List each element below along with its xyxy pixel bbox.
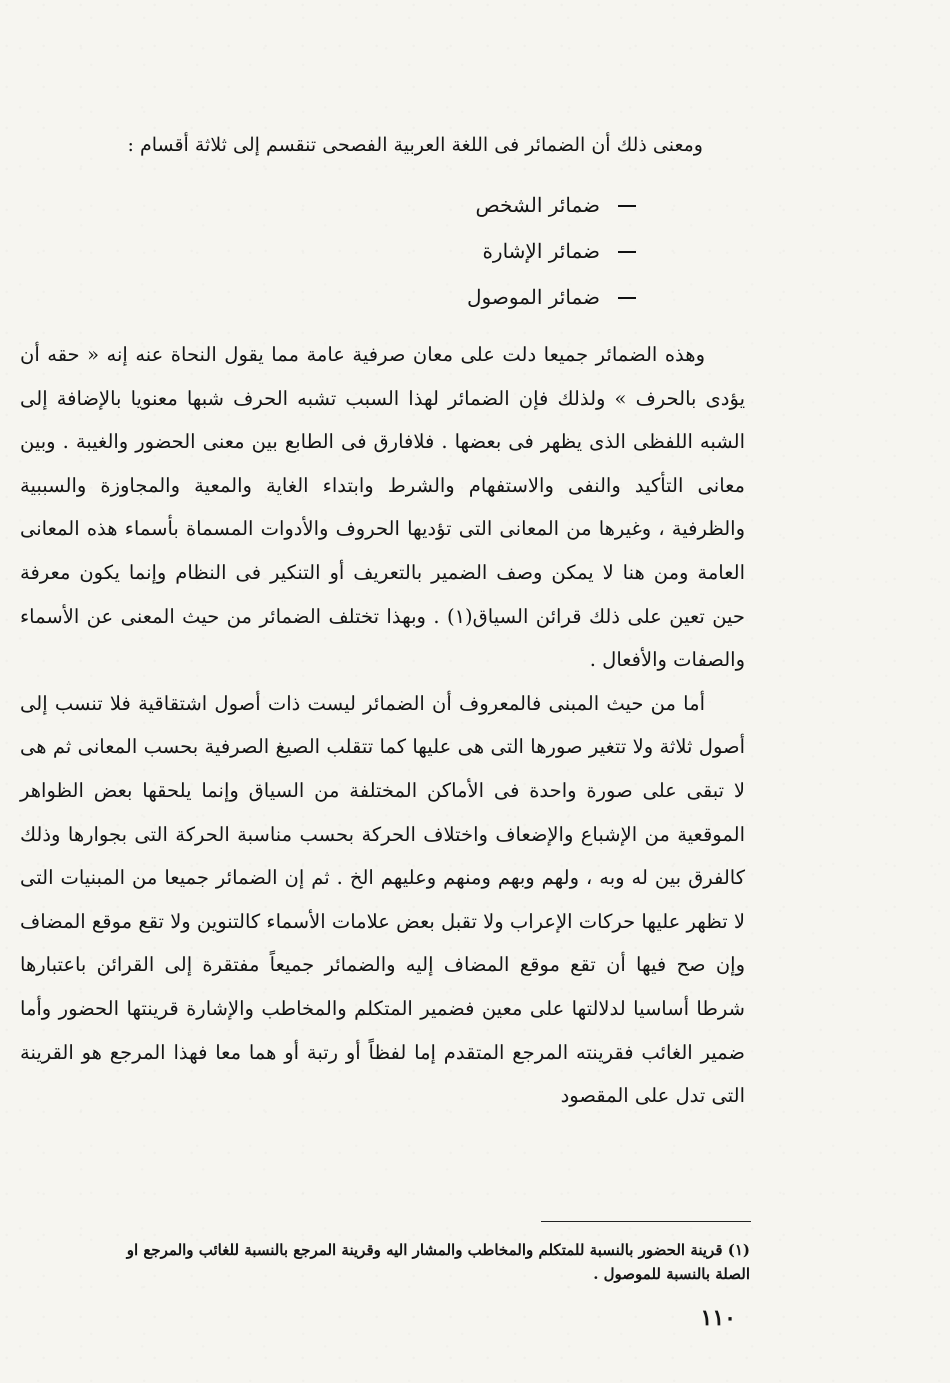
paragraph-meaning: وهذه الضمائر جميعا دلت على معان صرفية عامة مما يقول النحاة عنه إنه « حقه أن يؤدى بالحرف » ولذلك فإن الضمائر لهذا السبب تشبه الحرف شبها معنويا بالإضافة إلى الشبه اللفظى الذى يظهر فى بعضها . فلافارق فى الطابع بين معنى الحضور والغيبة . وبين معانى التأكيد والنفى والاستفهام والشرط وابتداء الغاية والمعية والمجاوزة والسببية والظرفية ، وغيرها من المعانى التى تؤديها الحروف والأدوات المسماة بأسماء هذه المعانى العامة ومن هنا لا يمكن وصف الضمير بالتعريف أو التنكير فى النظام وإنما يكون معرفة حين تعين على ذلك قرائن السياق(١) . وبهذا تختلف الضمائر من حيث المعنى عن الأسماء والصفات والأفعال . — [20, 343, 745, 672]
list-item — [336, 228, 636, 274]
page-number: ١١٠ — [700, 1305, 736, 1331]
dash-icon — [618, 205, 636, 207]
list-item — [336, 274, 636, 320]
category-relative-pronouns: ضمائر الموصول — [467, 285, 600, 309]
dash-icon — [618, 251, 636, 253]
dash-icon — [618, 297, 636, 299]
paragraph-form: أما من حيث المبنى فالمعروف أن الضمائر ليست ذات أصول اشتقاقية فلا تنسب إلى أصول ثلاثة ولا تتغير صورها التى هى عليها كما تتقلب الصيغ الصرفية بحسب المعانى ثم هى لا تبقى على صورة واحدة فى الأماكن المختلفة من السياق وإنما يلحقها بعض الظواهر الموقعية من الإشباع والإضعاف واختلاف الحركة بحسب مناسبة الحركة التى بجوارها وذلك كالفرق بين له وبه ، ولهم وبهم ومنهم وعليهم الخ . ثم إن الضمائر جميعا من المبنيات التى لا تظهر عليها حركات الإعراب ولا تقبل بعض علامات الأسماء كالتنوين ولا تقع موقع المضاف وإن صح فيها أن تقع موقع المضاف إليه والضمائر جميعاً مفتقرة إلى القرائن باعتبارها شرطا أساسيا لدلالتها على معين فضمير المتكلم والمخاطب والإشارة قرينتها الحضور وأما ضمير الغائب فقرينته المرجع المتقدم إما لفظاً أو رتبة أو هما معا فهذا المرجع هو القرينة التى تدل على المقصود — [20, 691, 745, 1108]
category-person-pronouns: ضمائر الشخص — [475, 193, 600, 217]
category-demonstrative-pronouns: ضمائر الإشارة — [482, 239, 600, 263]
footnote: (١) قرينة الحضور بالنسبة للمتكلم والمخاطب والمشار اليه وقرينة المرجع بالنسبة للغائب والمرجع او الصلة بالنسبة للموصول . — [126, 1241, 750, 1283]
list-item — [336, 182, 636, 228]
pronoun-categories-list — [336, 182, 636, 320]
footnote-separator — [541, 1221, 751, 1222]
intro-line: ومعنى ذلك أن الضمائر فى اللغة العربية الفصحى تنقسم إلى ثلاثة أقسام : — [127, 134, 703, 156]
main-text — [20, 333, 745, 1118]
